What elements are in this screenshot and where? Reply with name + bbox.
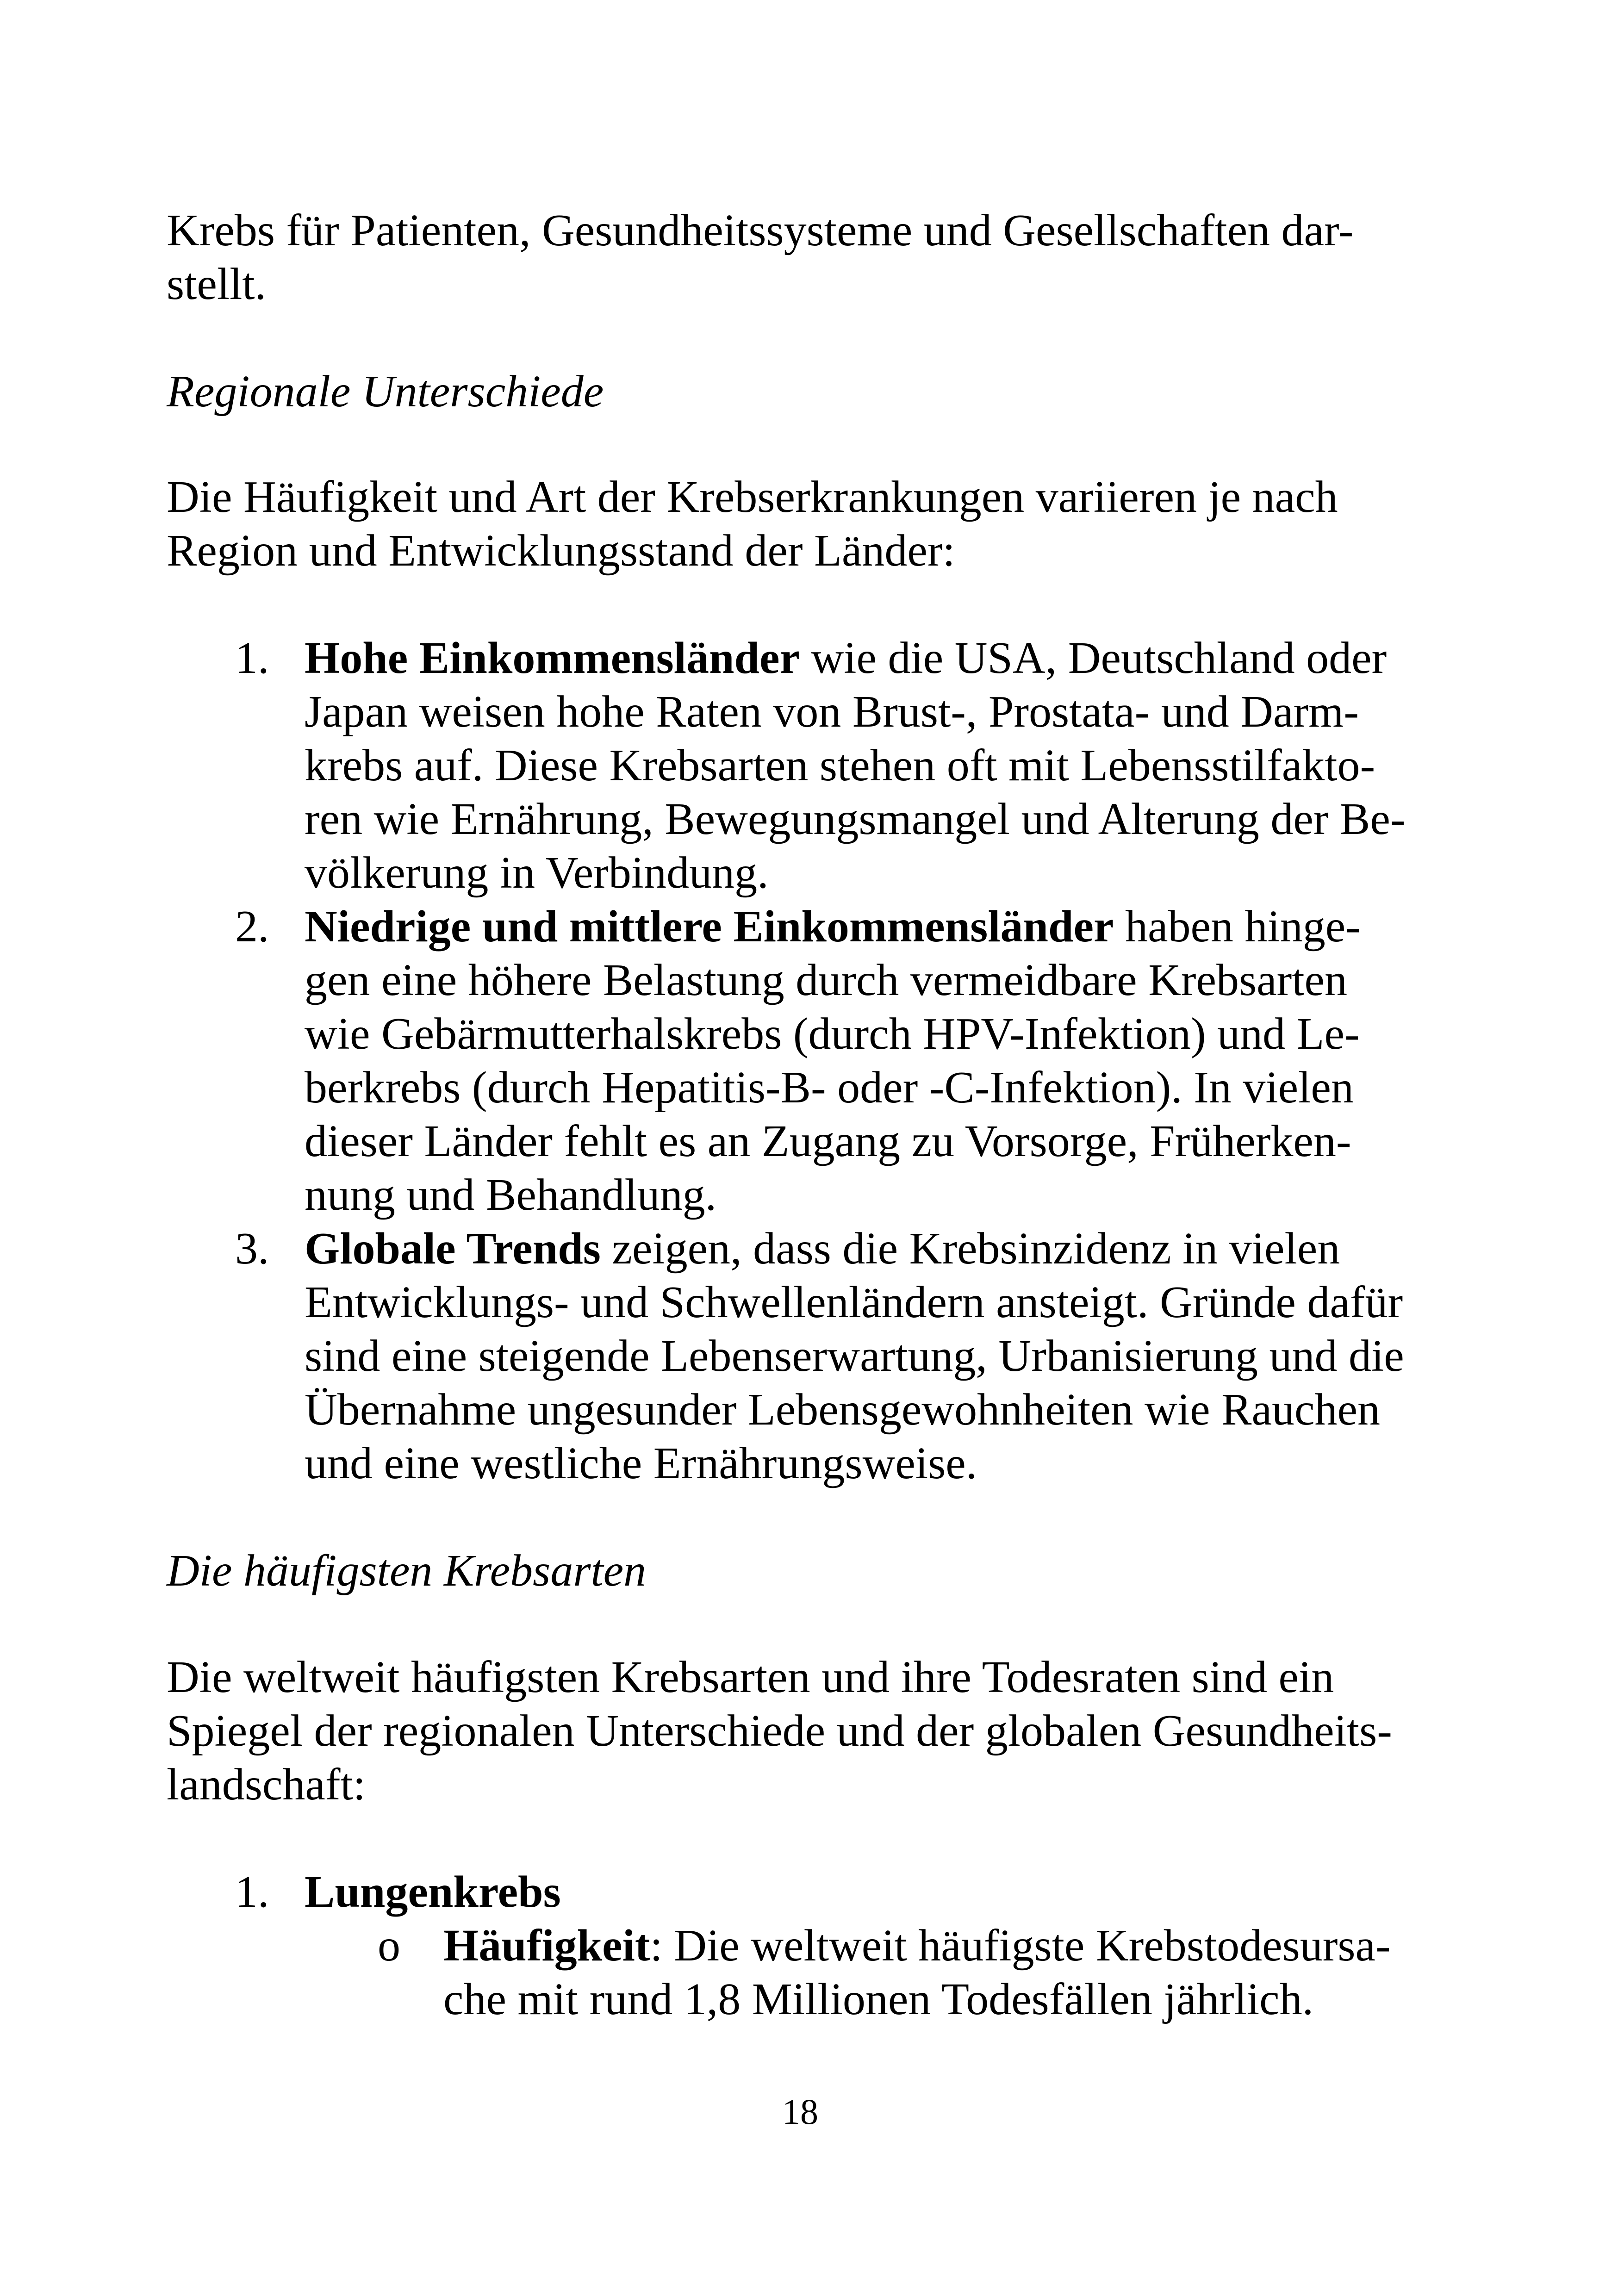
list-item-text: haben hinge- bbox=[1114, 902, 1361, 952]
sub-list-item-frequency bbox=[443, 1919, 1462, 2026]
list-item-term: Globale Trends bbox=[305, 1224, 601, 1274]
intro-paragraph bbox=[167, 204, 1462, 311]
sub-item-line: che mit rund 1,8 Millionen Todesfällen jährlich. bbox=[443, 1974, 1314, 2024]
paragraph-line: Region und Entwicklungsstand der Länder: bbox=[167, 526, 955, 576]
list-item-text: zeigen, dass die Krebsinzidenz in vielen bbox=[600, 1224, 1340, 1274]
list-item-line: und eine westliche Ernährungsweise. bbox=[305, 1438, 977, 1488]
page-number: 18 bbox=[782, 2091, 818, 2132]
section-heading-regional: Regionale Unterschiede bbox=[167, 367, 604, 417]
paragraph-line: landschaft: bbox=[167, 1760, 366, 1810]
list-item-line: ren wie Ernährung, Bewegungsmangel und Alterung der Be- bbox=[305, 794, 1406, 844]
intro-line: stellt. bbox=[167, 259, 267, 309]
list-number: 3. bbox=[235, 1224, 269, 1274]
intro-line: Krebs für Patienten, Gesundheitssysteme und Gesellschaften dar- bbox=[167, 205, 1354, 255]
sub-item-text: : Die weltweit häufigste Krebstodesursa- bbox=[650, 1921, 1391, 1971]
list-item-lung-cancer bbox=[305, 1865, 1462, 1919]
list-number: 1. bbox=[235, 633, 269, 683]
list-item-global-trends bbox=[305, 1222, 1462, 1490]
section1-paragraph bbox=[167, 470, 1462, 578]
list-item-line: nung und Behandlung. bbox=[305, 1170, 717, 1220]
list-item-term: Lungenkrebs bbox=[305, 1867, 561, 1917]
list-number: 1. bbox=[235, 1867, 269, 1917]
list-item-high-income bbox=[305, 631, 1462, 900]
list-item-line: Übernahme ungesunder Lebensgewohnheiten wie Rauchen bbox=[305, 1385, 1380, 1435]
list-item-line: gen eine höhere Belastung durch vermeidbare Krebsarten bbox=[305, 955, 1348, 1005]
paragraph-line: Die Häufigkeit und Art der Krebserkrankungen variieren je nach bbox=[167, 472, 1338, 522]
bullet-marker: o bbox=[378, 1921, 400, 1971]
list-item-line: Entwicklungs- und Schwellenländern ansteigt. Gründe dafür bbox=[305, 1277, 1403, 1327]
list-item-term: Hohe Einkommensländer bbox=[305, 633, 800, 683]
list-item-line: völkerung in Verbindung. bbox=[305, 848, 769, 898]
list-item-line: dieser Länder fehlt es an Zugang zu Vorsorge, Früherken- bbox=[305, 1116, 1351, 1166]
list-number: 2. bbox=[235, 902, 269, 952]
section2-paragraph bbox=[167, 1650, 1462, 1811]
list-item-line: krebs auf. Diese Krebsarten stehen oft mit Lebensstilfakto- bbox=[305, 740, 1375, 790]
paragraph-line: Spiegel der regionalen Unterschiede und der globalen Gesundheits- bbox=[167, 1706, 1392, 1756]
list-item-line: berkrebs (durch Hepatitis-B- oder -C-Infektion). In vielen bbox=[305, 1063, 1354, 1113]
list-item-line: sind eine steigende Lebenserwartung, Urbanisierung und die bbox=[305, 1331, 1404, 1381]
list-item-text: wie die USA, Deutschland oder bbox=[799, 633, 1387, 683]
list-item-low-middle-income bbox=[305, 900, 1462, 1222]
list-item-line: Japan weisen hohe Raten von Brust-, Prostata- und Darm- bbox=[305, 687, 1359, 737]
list-item-line: wie Gebärmutterhalskrebs (durch HPV-Infektion) und Le- bbox=[305, 1009, 1360, 1059]
paragraph-line: Die weltweit häufigsten Krebsarten und ihre Todesraten sind ein bbox=[167, 1652, 1334, 1702]
section-heading-common-cancers: Die häufigsten Krebsarten bbox=[167, 1546, 647, 1596]
sub-item-term: Häufigkeit bbox=[443, 1921, 650, 1971]
list-item-term: Niedrige und mittlere Einkommensländer bbox=[305, 902, 1114, 952]
